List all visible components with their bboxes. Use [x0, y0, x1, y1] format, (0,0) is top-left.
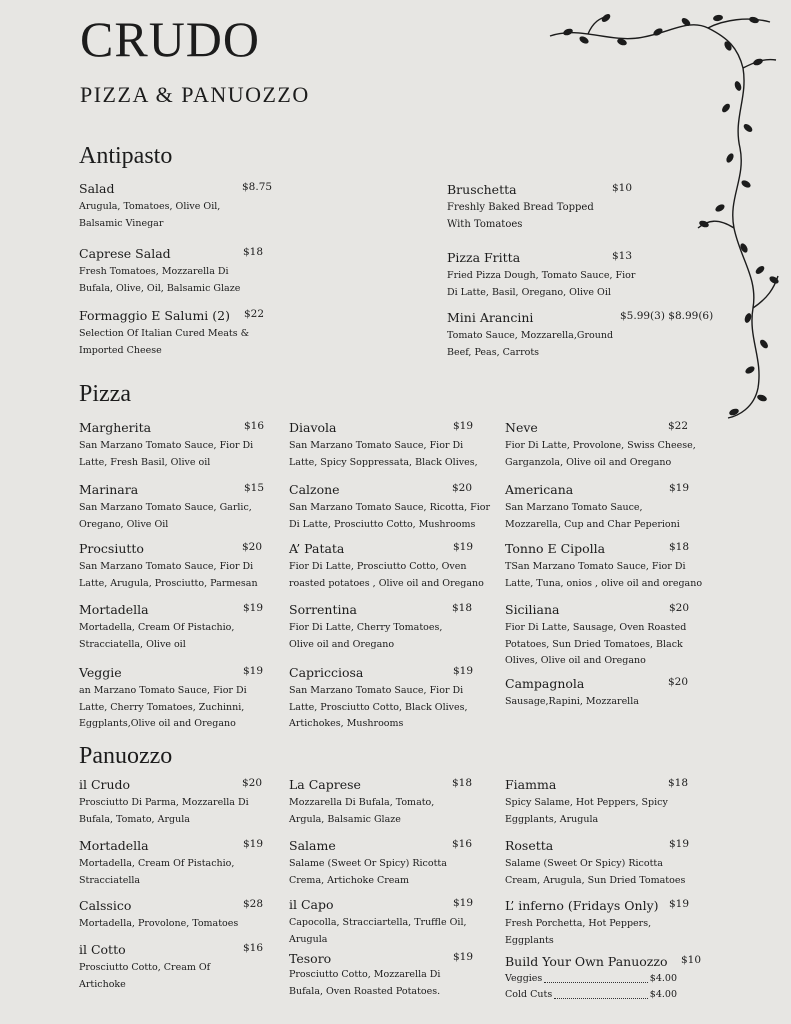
- item-price: $19: [243, 838, 264, 850]
- item-price: $16: [243, 942, 264, 954]
- item-description: Freshly Baked Bread Topped With Tomatoes: [447, 202, 594, 230]
- item-price: $19: [669, 898, 690, 910]
- item-name: il Capo: [289, 897, 334, 912]
- menu-item-il-capo: [289, 897, 489, 948]
- menu-item-sorrentina: [289, 602, 489, 653]
- item-price: $18: [668, 777, 689, 789]
- item-price: $20: [669, 602, 690, 614]
- item-name: A’ Patata: [289, 541, 345, 556]
- item-description: Salame (Sweet Or Spicy) Ricotta Crema, Artichoke Cream: [289, 858, 447, 886]
- menu-item-mini-arancini: [447, 310, 717, 361]
- item-description: Tomato Sauce, Mozzarella,Ground Beef, Peas, Carrots: [447, 330, 614, 358]
- item-name: Tesoro: [289, 951, 332, 966]
- menu-item-diavola: [289, 420, 489, 471]
- item-price: $19: [243, 602, 264, 614]
- menu-item-caprese-salad: [79, 246, 269, 297]
- item-name: Campagnola: [505, 676, 585, 691]
- menu-item-la-caprese: [289, 777, 489, 828]
- menu-item-build-your-own-panuozzo: [505, 954, 710, 1003]
- menu-item-procsiutto: [79, 541, 269, 592]
- item-price: $18: [243, 246, 264, 258]
- item-description: Fior Di Latte, Cherry Tomatoes, Olive oil and Oregano: [289, 622, 443, 650]
- item-name: Calssico: [79, 898, 132, 913]
- item-description: Fior Di Latte, Prosciutto Cotto, Oven roasted potatoes , Olive oil and Oregano: [289, 561, 484, 589]
- item-name: Mini Arancini: [447, 310, 534, 325]
- item-description: Mortadella, Cream Of Pistachio, Stracciatella: [79, 858, 235, 886]
- item-price: $8.75: [242, 181, 273, 193]
- item-description: San Marzano Tomato Sauce, Mozzarella, Cup and Char Peperioni: [505, 502, 680, 530]
- menu-item-tesoro: [289, 951, 489, 1000]
- menu-item-margherita: [79, 420, 269, 471]
- menu-item-l-inferno: [505, 898, 705, 949]
- menu-item-neve: [505, 420, 705, 471]
- byo-option-label: Veggies: [505, 973, 543, 984]
- item-name: Americana: [505, 482, 574, 497]
- item-name: Build Your Own Panuozzo: [505, 954, 668, 969]
- item-price: $20: [242, 777, 263, 789]
- item-price: $15: [244, 482, 265, 494]
- item-price: $5.99(3) $8.99(6): [620, 310, 714, 322]
- menu-item-marinara: [79, 482, 269, 533]
- item-price: $18: [452, 602, 473, 614]
- menu-item-campagnola: [505, 676, 705, 711]
- item-name: Neve: [505, 420, 538, 435]
- item-description: San Marzano Tomato Sauce, Garlic, Oregano, Olive Oil: [79, 502, 252, 530]
- item-name: Caprese Salad: [79, 246, 171, 261]
- item-name: Salame: [289, 838, 336, 853]
- item-price: $10: [681, 954, 702, 966]
- item-price: $28: [243, 898, 264, 910]
- item-description: Sausage,Rapini, Mozzarella: [505, 696, 639, 707]
- item-description: Spicy Salame, Hot Peppers, Spicy Eggplants, Arugula: [505, 797, 668, 825]
- byo-option-price: $4.00: [649, 989, 677, 1000]
- menu-item-il-cotto: [79, 942, 269, 993]
- menu-item-salad: [79, 181, 273, 232]
- item-name: Fiamma: [505, 777, 557, 792]
- item-price: $20: [452, 482, 473, 494]
- item-name: Calzone: [289, 482, 340, 497]
- item-name: La Caprese: [289, 777, 361, 792]
- menu-item-il-crudo: [79, 777, 269, 828]
- menu-item-formaggio-e-salumi: [79, 308, 279, 359]
- menu-item-calzone: [289, 482, 499, 533]
- item-price: $18: [669, 541, 690, 553]
- menu-item-tonno-e-cipolla: [505, 541, 710, 592]
- item-description: San Marzano Tomato Sauce, Fior Di Latte, Fresh Basil, Olive oil: [79, 440, 254, 468]
- section-title-panuozzo: Panuozzo: [79, 743, 173, 769]
- item-description: Fresh Tomatoes, Mozzarella Di Bufala, Olive, Oil, Balsamic Glaze: [79, 266, 241, 294]
- menu-item-salame: [289, 838, 489, 889]
- byo-option-veggies: [505, 971, 677, 987]
- item-price: $10: [612, 182, 633, 194]
- item-price: $19: [243, 665, 264, 677]
- item-name: Veggie: [79, 665, 122, 680]
- restaurant-name: CRUDO: [80, 11, 261, 67]
- menu-item-calssico: [79, 898, 269, 933]
- item-name: Capricciosa: [289, 665, 364, 680]
- menu-item-a-patata: [289, 541, 499, 592]
- item-description: San Marzano Tomato Sauce, Ricotta, Fior Di Latte, Prosciutto Cotto, Mushrooms: [289, 502, 491, 530]
- item-name: Siciliana: [505, 602, 560, 617]
- menu-item-mortadella-pizza: [79, 602, 269, 653]
- item-price: $19: [669, 838, 690, 850]
- item-price: $22: [244, 308, 265, 320]
- section-title-antipasto: Antipasto: [79, 143, 173, 169]
- item-description: San Marzano Tomato Sauce, Fior Di Latte, Prosciutto Cotto, Black Olives, Artichokes, Mushrooms: [289, 685, 468, 729]
- item-description: Fior Di Latte, Sausage, Oven Roasted Potatoes, Sun Dried Tomatoes, Black Olives, Olive oil and Oregano: [505, 622, 687, 666]
- item-price: $19: [453, 665, 474, 677]
- dotted-leader: [554, 987, 648, 999]
- item-description: Fior Di Latte, Provolone, Swiss Cheese, Garganzola, Olive oil and Oregano: [505, 440, 696, 468]
- item-name: Pizza Fritta: [447, 250, 521, 265]
- item-name: Tonno E Cipolla: [505, 541, 606, 556]
- restaurant-subtitle: PIZZA & PANUOZZO: [80, 82, 310, 107]
- menu-item-siciliana: [505, 602, 705, 670]
- item-price: $16: [452, 838, 473, 850]
- item-price: $19: [669, 482, 690, 494]
- item-description: TSan Marzano Tomato Sauce, Fior Di Latte, Tuna, onios , olive oil and oregano: [505, 561, 703, 589]
- item-price: $19: [453, 541, 474, 553]
- item-name: Mortadella: [79, 602, 149, 617]
- item-description: Prosciutto Di Parma, Mozzarella Di Bufala, Tomato, Argula: [79, 797, 249, 825]
- item-name: Diavola: [289, 420, 337, 435]
- item-description: San Marzano Tomato Sauce, Fior Di Latte, Arugula, Prosciutto, Parmesan: [79, 561, 258, 589]
- item-name: Mortadella: [79, 838, 149, 853]
- item-price: $19: [453, 420, 474, 432]
- item-name: Margherita: [79, 420, 152, 435]
- item-price: $18: [452, 777, 473, 789]
- item-name: il Crudo: [79, 777, 131, 792]
- item-price: $16: [244, 420, 265, 432]
- item-name: Formaggio E Salumi (2): [79, 308, 230, 323]
- item-description: Mortadella, Cream Of Pistachio, Stracciatella, Olive oil: [79, 622, 235, 650]
- item-description: Mozzarella Di Bufala, Tomato, Argula, Balsamic Glaze: [289, 797, 435, 825]
- section-title-pizza: Pizza: [79, 381, 131, 407]
- item-description: San Marzano Tomato Sauce, Fior Di Latte, Spicy Soppressata, Black Olives,: [289, 440, 478, 468]
- dotted-leader: [544, 971, 647, 983]
- menu-item-capricciosa: [289, 665, 489, 733]
- byo-option-label: Cold Cuts: [505, 989, 553, 1000]
- menu-item-fiamma: [505, 777, 705, 828]
- item-description: Prosciutto Cotto, Cream Of Artichoke: [79, 962, 211, 990]
- item-name: Bruschetta: [447, 182, 517, 197]
- byo-option-price: $4.00: [649, 973, 677, 984]
- item-price: $19: [453, 951, 474, 963]
- menu-item-americana: [505, 482, 705, 533]
- item-name: L’ inferno (Fridays Only): [505, 898, 659, 913]
- menu-item-rosetta: [505, 838, 705, 889]
- item-description: Fried Pizza Dough, Tomato Sauce, Fior Di Latte, Basil, Oregano, Olive Oil: [447, 270, 636, 298]
- menu-item-mortadella-panuozzo: [79, 838, 269, 889]
- item-price: $20: [242, 541, 263, 553]
- item-description: Capocolla, Stracciartella, Truffle Oil, Arugula: [289, 917, 467, 945]
- item-description: Salame (Sweet Or Spicy) Ricotta Cream, Arugula, Sun Dried Tomatoes: [505, 858, 686, 886]
- item-description: Prosciutto Cotto, Mozzarella Di Bufala, Oven Roasted Potatoes.: [289, 969, 441, 997]
- byo-option-cold-cuts: [505, 987, 677, 1003]
- item-description: Mortadella, Provolone, Tomatoes: [79, 918, 239, 929]
- item-name: il Cotto: [79, 942, 126, 957]
- item-name: Procsiutto: [79, 541, 144, 556]
- item-price: $20: [668, 676, 689, 688]
- item-price: $19: [453, 897, 474, 909]
- item-description: Arugula, Tomatoes, Olive Oil, Balsamic Vinegar: [79, 201, 221, 229]
- item-price: $13: [612, 250, 633, 262]
- item-description: an Marzano Tomato Sauce, Fior Di Latte, Cherry Tomatoes, Zuchinni, Eggplants,Olive oil and Oregano: [79, 685, 247, 729]
- item-name: Rosetta: [505, 838, 554, 853]
- item-name: Marinara: [79, 482, 139, 497]
- item-description: Selection Of Italian Cured Meats & Imported Cheese: [79, 328, 250, 356]
- item-name: Salad: [79, 181, 115, 196]
- item-description: Fresh Porchetta, Hot Peppers, Eggplants: [505, 918, 652, 946]
- menu-item-veggie: [79, 665, 269, 733]
- item-name: Sorrentina: [289, 602, 358, 617]
- menu-item-bruschetta: [447, 182, 647, 233]
- item-price: $22: [668, 420, 689, 432]
- menu-item-pizza-fritta: [447, 250, 647, 301]
